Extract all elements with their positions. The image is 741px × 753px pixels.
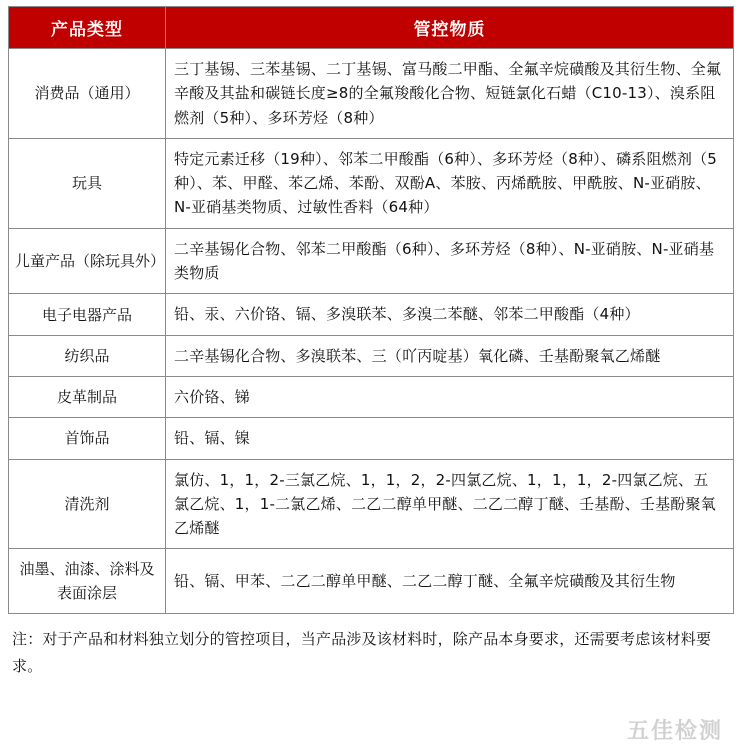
table-note: 注：对于产品和材料独立划分的管控项目，当产品涉及该材料时，除产品本身要求，还需要考虑该材料要求。 bbox=[12, 630, 712, 675]
cell-substances: 铅、汞、六价铬、镉、多溴联苯、多溴二苯醚、邻苯二甲酸酯（4种） bbox=[166, 294, 734, 335]
table-body bbox=[9, 49, 734, 614]
cell-substances: 二辛基锡化合物、邻苯二甲酸酯（6种）、多环芳烃（8种）、N-亚硝胺、N-亚硝基类物质 bbox=[166, 228, 734, 294]
cell-product-type: 消费品（通用） bbox=[9, 49, 166, 139]
cell-substances: 三丁基锡、三苯基锡、二丁基锡、富马酸二甲酯、全氟辛烷磺酸及其衍生物、全氟辛酸及其盐和碳链长度≥8的全氟羧酸化合物、短链氯化石蜡（C10-13）、溴系阻燃剂（5种）、多环芳烃（8种） bbox=[166, 49, 734, 139]
cell-substances: 二辛基锡化合物、多溴联苯、三（吖丙啶基）氧化磷、壬基酚聚氧乙烯醚 bbox=[166, 335, 734, 376]
cell-substances: 氯仿、1，1，2-三氯乙烷、1，1，2，2-四氯乙烷、1，1，1，2-四氯乙烷、五氯乙烷、1，1-二氯乙烯、二乙二醇单甲醚、二乙二醇丁醚、壬基酚、壬基酚聚氧乙烯醚 bbox=[166, 459, 734, 549]
table-row bbox=[9, 549, 734, 614]
cell-substances: 特定元素迁移（19种）、邻苯二甲酸酯（6种）、多环芳烃（8种）、磷系阻燃剂（5种）、苯、甲醛、苯乙烯、苯酚、双酚A、苯胺、丙烯酰胺、甲酰胺、N-亚硝胺、N-亚硝基类物质、过敏性香料（64种） bbox=[166, 138, 734, 228]
cell-product-type: 首饰品 bbox=[9, 418, 166, 459]
cell-product-type: 儿童产品（除玩具外） bbox=[9, 228, 166, 294]
cell-product-type: 清洗剂 bbox=[9, 459, 166, 549]
controlled-substances-table bbox=[8, 6, 734, 614]
table-row bbox=[9, 49, 734, 139]
table-row bbox=[9, 418, 734, 459]
table-row bbox=[9, 335, 734, 376]
cell-product-type: 皮革制品 bbox=[9, 376, 166, 417]
table-row bbox=[9, 228, 734, 294]
cell-product-type: 油墨、油漆、涂料及表面涂层 bbox=[9, 549, 166, 614]
watermark: 五佳检测 bbox=[626, 719, 723, 744]
table-header bbox=[9, 7, 734, 49]
column-header-product-type: 产品类型 bbox=[9, 7, 166, 49]
cell-substances: 铅、镉、镍 bbox=[166, 418, 734, 459]
table-row bbox=[9, 138, 734, 228]
cell-substances: 六价铬、锑 bbox=[166, 376, 734, 417]
table-header-row bbox=[9, 7, 734, 49]
column-header-substances: 管控物质 bbox=[166, 7, 734, 49]
cell-product-type: 电子电器产品 bbox=[9, 294, 166, 335]
cell-substances: 铅、镉、甲苯、二乙二醇单甲醚、二乙二醇丁醚、全氟辛烷磺酸及其衍生物 bbox=[166, 549, 734, 614]
cell-product-type: 玩具 bbox=[9, 138, 166, 228]
table-row bbox=[9, 459, 734, 549]
table-row bbox=[9, 376, 734, 417]
table-row bbox=[9, 294, 734, 335]
cell-product-type: 纺织品 bbox=[9, 335, 166, 376]
